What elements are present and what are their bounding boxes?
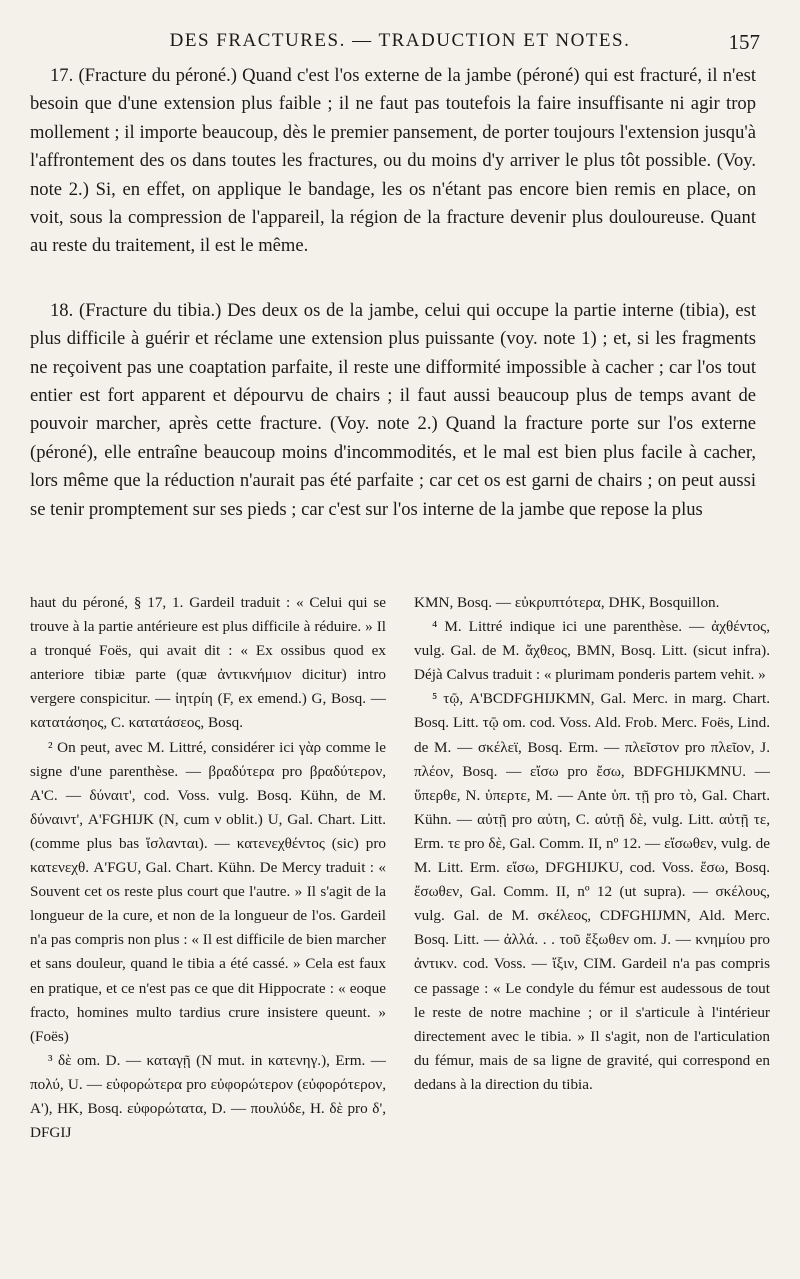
- page-number: 157: [728, 30, 760, 54]
- running-head: DES FRACTURES. — TRADUCTION ET NOTES.: [169, 30, 631, 51]
- main-text: [30, 62, 756, 524]
- page-header: [40, 30, 760, 58]
- footnote-3: ³ δὲ om. D. — καταγῇ (N mut. in κατενηγ.), Erm. — πολύ, U. — εὐφορώτερα pro εὐφορώτερον (εὐφορότερον, A'), HK, Bosq. εὐφορώτατα, D. — πουλύδε, H. δὲ pro δ', DFGIJ: [30, 1051, 386, 1142]
- footnotes-right-column: [414, 591, 770, 1145]
- footnote-3-continuation: KMN, Bosq. — εὐκρυπτότερα, DHK, Bosquillon.: [414, 594, 720, 611]
- footnotes-left-column: [30, 591, 386, 1145]
- paragraph-18: 18. (Fracture du tibia.) Des deux os de la jambe, celui qui occupe la partie interne (tibia), est plus difficile à guérir et réclame une extension plus puissante (voy. note 1) ; et, si les fragments ne reçoivent pas une coaptation parfaite, il reste une difformité impossible à cacher ; car l'os tout entier est fort apparent et dépourvu de chairs ; il faut aussi beaucoup plus de temps avant de pouvoir marcher, après cette fracture. (Voy. note 2.) Quand la fracture porte sur l'os externe (péroné), elle entraîne beaucoup moins d'incommodités, et le mal est bien plus facile à cacher, lors même que la réduction n'aurait pas été parfaite ; car cet os est garni de chairs ; on peut aussi se tenir promptement sur ses pieds ; car c'est sur l'os interne de la jambe que repose la plus: [30, 299, 756, 520]
- footnotes: [30, 591, 770, 1145]
- footnote-continuation: haut du péroné, § 17, 1. Gardeil traduit : « Celui qui se trouve à la partie antérieure est plus difficile à réduire. » Il a tronqué Foës, qui avait dit : « Ex ossibus quod ex anteriore tibiæ parte (quæ ἀντικνήμιον dicitur) intro vergere conspicitur. — ἰητρίη (F, ex emend.) G, Bosq. — κατατάσηος, C. κατατάσεος, Bosq.: [30, 594, 386, 732]
- paragraph-17: 17. (Fracture du péroné.) Quand c'est l'os externe de la jambe (péroné) qui est fracturé, il n'est besoin que d'une extension plus faible ; il ne faut pas toutefois la faire insuffisante ni agir trop mollement ; il importe beaucoup, dès le premier pansement, de porter toujours l'extension jusqu'à l'affrontement des os dans toutes les fractures, ou du moins d'y arriver le plus tôt possible. (Voy. note 2.) Si, en effet, on applique le bandage, les os n'étant pas encore bien remis en place, on voit, sous la compression de l'appareil, la région de la fracture devenir plus douloureuse. Quant au reste du traitement, il est le même.: [30, 65, 756, 257]
- footnote-2: ² On peut, avec M. Littré, considérer ici γὰρ comme le signe d'une parenthèse. — βραδύτερα pro βραδύτερον, A'C. — δύναιτ', cod. Voss. vulg. Bosq. Kühn, de M. δύναιντ', A'FGHIJK (N, cum ν oblit.) U, Gal. Chart. Litt. (comme plus bas ἵσλανται). — κατενεχθέντος (sic) pro κατενεχθ. A'FGU, Gal. Chart. Kühn. De Mercy traduit : « Souvent cet os reste plus court que l'autre. » Il s'agit de la longueur de la cure, et non de la longueur de l'os. Gardeil n'a pas compris non plus : « Il est difficile de bien marcher et sans douleur, quand le tibia a été cassé. » Cela est faux en pratique, et ce n'est pas ce que dit Hippocrate : « eoque fracto, homines multo tardius crure insistere queunt. » (Foës): [30, 738, 386, 1045]
- footnote-4: ⁴ M. Littré indique ici une parenthèse. — ἀχθέντος, vulg. Gal. de M. ἄχθεος, BMN, Bosq. Litt. (sicut infra). Déjà Calvus traduit : « plurimam ponderis partem vehit. »: [414, 618, 770, 684]
- footnote-5: ⁵ τῷ, A'BCDFGHIJKMN, Gal. Merc. in marg. Chart. Bosq. Litt. τῷ om. cod. Voss. Ald. Frob. Merc. Foës, Lind. de M. — σκέλεϊ, Bosq. Erm. — πλεῖστον pro πλεῖον, J. πλέον, Bosq. — εἴσω pro ἔσω, BDFGHIJKMNU. — ὕπερθε, N. ὑπερτε, M. — Ante ὑπ. τῇ pro τὸ, Gal. Chart. Kühn. — αὐτῇ pro αὐτη, C. αὐτῇ δὲ, vulg. Litt. αὐτῇ τε, Erm. τε pro δὲ, Gal. Comm. II, nº 12. — εἴσωθεν, vulg. de M. Litt. Erm. εἴσω, DFGHIJKU, cod. Voss. ἔσω, Bosq. ἔσωθεν, Gal. Comm. II, nº 12 (ut supra). — σκέλους, vulg. Gal. de M. σκέλεος, CDFGHIJMN, Ald. Merc. Bosq. Litt. — ἀλλά. . . τοῦ ἔξωθεν om. J. — κνημίου pro ἀντικν. cod. Voss. — ἴξιν, CIM. Gardeil n'a pas compris ce passage : « Le condyle du fémur est audessous de tout le reste de notre machine ; or il s'articule à l'intérieur directement avec le tibia. » Il s'agit, non de l'articulation du fémur, mais de sa ligne de gravité, qui correspond en dedans à la direction du tibia.: [414, 690, 770, 1093]
